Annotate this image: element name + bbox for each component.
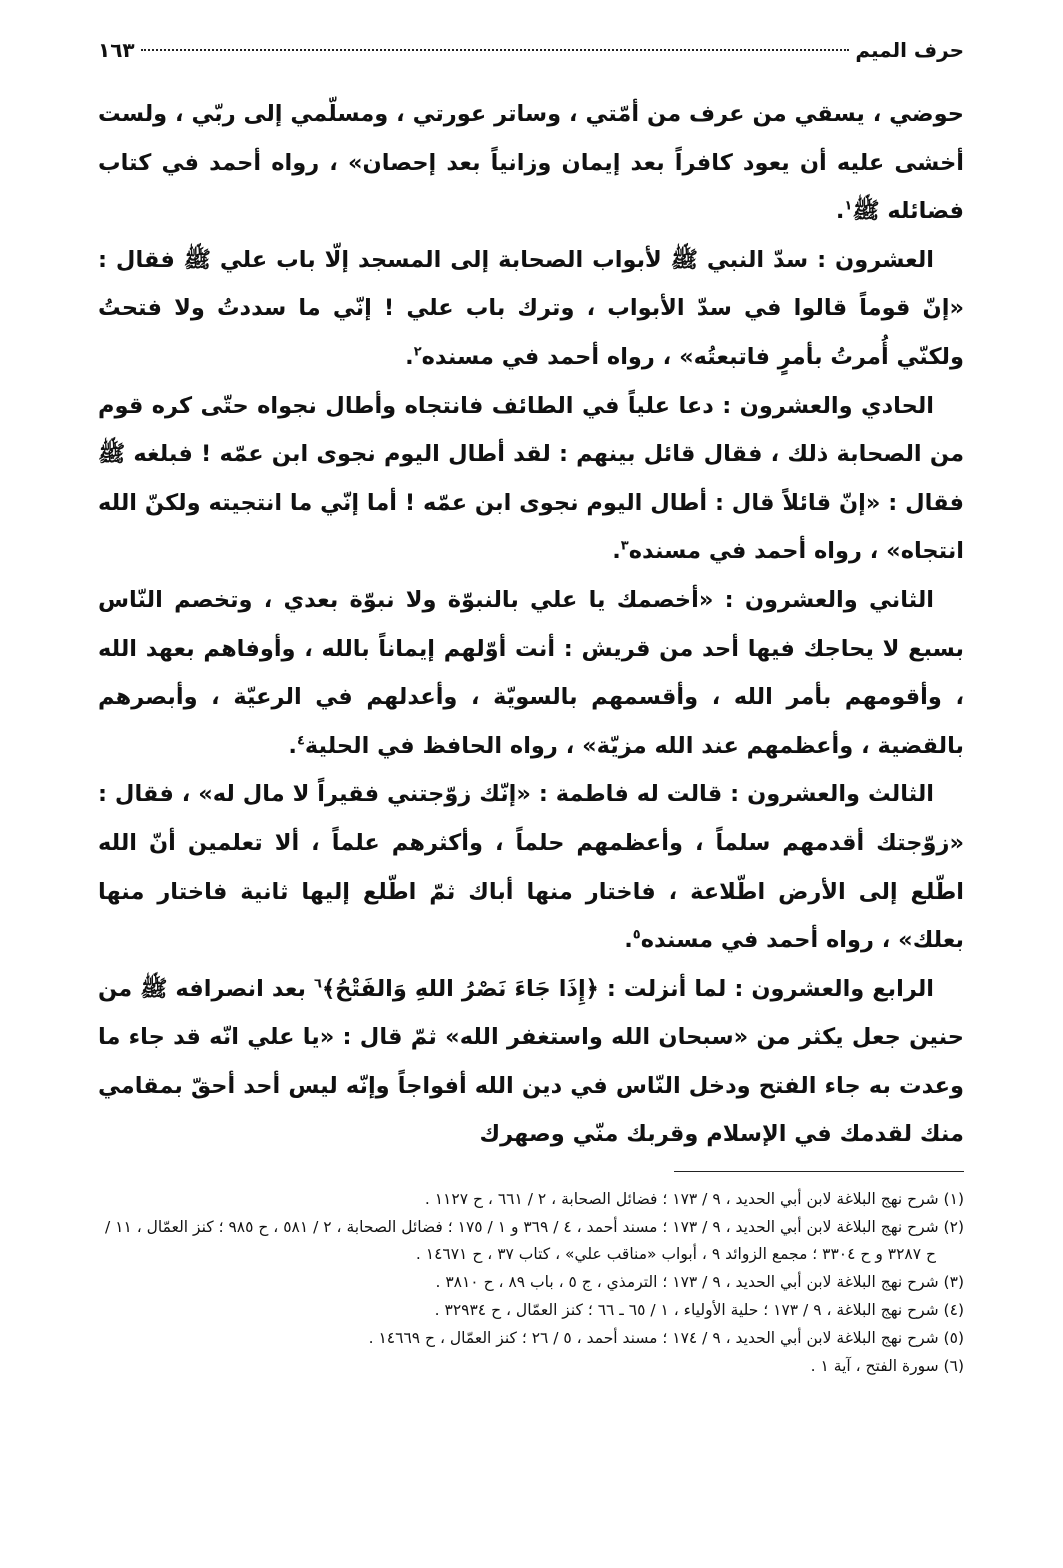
footnote-ref: ٣ <box>620 538 629 554</box>
paragraph: الثاني والعشرون : «أخصمك يا علي بالنبوّة ولا نبوّة بعدي ، وتخصم النّاس بسبع لا يحاجك فيها أحد من قريش : أنت أوّلهم إيماناً بالله ، وأوفاهم بعهد الله ، وأقومهم بأمر الله ، وأقسمهم بالسويّة ، وأعدلهم في الرعيّة ، وأبصرهم بالقضية ، وأعظمهم عند الله مزيّة» ، رواه الحافظ في الحلية$^٤$. <box>98 586 964 759</box>
paragraph: الحادي والعشرون : دعا علياً في الطائف فانتجاه وأطال نجواه حتّى كره قوم من الصحابة ذلك ، فقال قائل بينهم : لقد أطال اليوم نجوى ابن عمّه ! فبلغه ﷺ فقال : «إنّ قائلاً قال : أطال اليوم نجوى ابن عمّه ! أما إنّي ما انتجيته ولكنّ الله انتجاه» ، رواه أحمد في مسنده$^٣$. <box>98 392 964 565</box>
running-header <box>98 38 964 82</box>
footnote: (٦) سورة الفتح ، آية ١ . <box>810 1357 964 1376</box>
paragraph: الثالث والعشرون : قالت له فاطمة : «إنّك زوّجتني فقيراً لا مال له» ، فقال : «زوّجتك أقدمهم سلماً ، وأعظمهم حلماً ، وأكثرهم علماً ، ألا تعلمين أنّ الله اطّلع إلى الأرض اطّلاعة ، فاختار منها أباك ثمّ اطّلع إليها ثانية فاختار منها بعلك» ، رواه أحمد في مسنده$^٥$. <box>98 781 964 954</box>
footnote: (٥) شرح نهج البلاغة لابن أبي الحديد ، ٩ / ١٧٤ ؛ مسند أحمد ، ٥ / ٢٦ ؛ كنز العمّال ، ح ١٤٦٦٩ . <box>368 1329 964 1348</box>
page <box>98 38 964 1381</box>
footnote: (٢) شرح نهج البلاغة لابن أبي الحديد ، ٩ / ١٧٣ ؛ مسند أحمد ، ٤ / ٣٦٩ و ١ / ١٧٥ ؛ فضائل الصحابة ، ٢ / ٥٨١ ، ح ٩٨٥ ؛ كنز العمّال ، ١١ / ح ٣٢٨٧ و ح ٣٣٠٤ ؛ مجمع الزوائد ٩ ، أبواب «مناقب علي» ، كتاب ٣٧ ، ح ١٤٦٧١ . <box>104 1218 964 1264</box>
footnote-ref: ١ <box>844 198 853 214</box>
paragraph: الرابع والعشرون : لما أنزلت : ﴿إِذَا جَاءَ نَصْرُ اللهِ وَالفَتْحُ﴾$^٦$ بعد انصرافه ﷺ من حنين جعل يكثر من «سبحان الله واستغفر الله» ثمّ قال : «يا علي انّه قد جاء ما وعدت به جاء الفتح ودخل النّاس في دين الله أفواجاً وإنّه ليس أحد أحقّ بمقامي منك لقدمك في الإسلام وقربك منّي وصهرك <box>98 975 964 1148</box>
footnote: (٣) شرح نهج البلاغة لابن أبي الحديد ، ٩ / ١٧٣ ؛ الترمذي ، ج ٥ ، باب ٨٩ ، ح ٣٨١٠ . <box>435 1273 964 1292</box>
page-number: ١٦٣ <box>98 38 135 62</box>
paragraph: حوضي ، يسقي من عرف من أمّتي ، وساتر عورتي ، ومسلّمي إلى ربّي ، ولست أخشى عليه أن يعود كافراً بعد إيمان وزانياً بعد إحصان» ، رواه أحمد في كتاب فضائله ﷺ$^١$. <box>98 101 964 225</box>
footnote: (١) شرح نهج البلاغة لابن أبي الحديد ، ٩ / ١٧٣ ؛ فضائل الصحابة ، ٢ / ٦٦١ ، ح ١١٢٧ . <box>424 1190 964 1209</box>
footnote-ref: ٥ <box>632 927 641 943</box>
footnotes <box>98 1186 964 1380</box>
footnote-divider <box>674 1171 964 1172</box>
footnote-ref: ٢ <box>413 344 422 360</box>
leader-dots <box>141 49 850 51</box>
main-text <box>98 90 964 1159</box>
paragraph: العشرون : سدّ النبي ﷺ لأبواب الصحابة إلى المسجد إلّا باب علي ﷺ فقال : «إنّ قوماً قالوا في سدّ الأبواب ، وترك باب علي ! إنّي ما سددتُ ولا فتحتُ ولكنّي أُمرتُ بأمرٍ فاتبعتُه» ، رواه أحمد في مسنده$^٢$. <box>98 246 964 370</box>
footnote: (٤) شرح نهج البلاغة ، ٩ / ١٧٣ ؛ حلية الأولياء ، ١ / ٦٥ ـ ٦٦ ؛ كنز العمّال ، ح ٣٢٩٣٤ . <box>434 1301 964 1320</box>
chapter-title: حرف الميم <box>855 38 964 62</box>
footnote-ref: ٤ <box>296 733 305 749</box>
footnote-ref: ٦ <box>314 976 322 992</box>
